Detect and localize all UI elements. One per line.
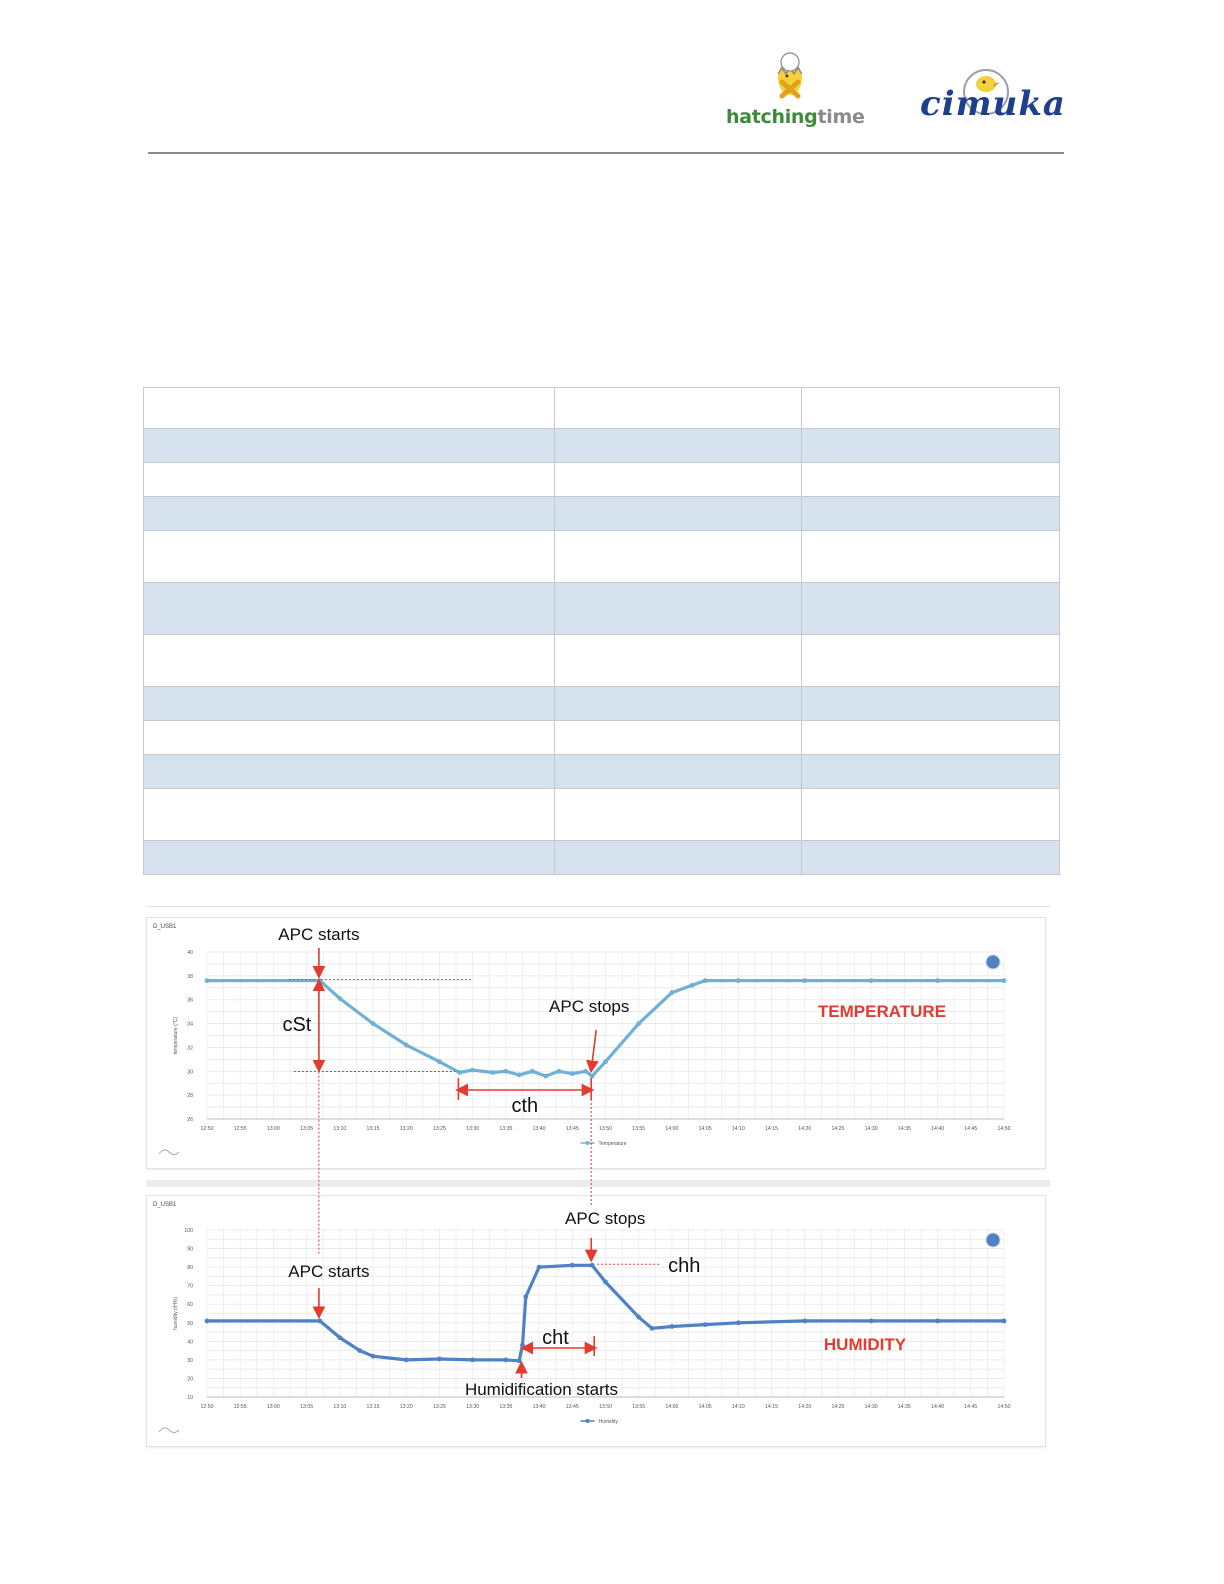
data-point (318, 978, 323, 983)
data-point (703, 1322, 708, 1327)
data-point (437, 1357, 442, 1362)
y-tick-label: 40 (187, 950, 193, 956)
table-cell (802, 755, 1060, 789)
x-tick-label: 13:35 (499, 1404, 513, 1410)
temperature-chart-title: D_USB1 (153, 924, 177, 930)
data-point (603, 1280, 608, 1285)
humidity-chart-panel (146, 1195, 1046, 1447)
y-axis-label: temperature (°C) (173, 1016, 179, 1055)
table-cell (802, 583, 1060, 635)
data-point (543, 1074, 548, 1079)
y-tick-label: 32 (187, 1045, 193, 1052)
data-point (503, 1357, 508, 1362)
x-tick-label: 12:50 (200, 1404, 214, 1410)
table-cell (555, 583, 802, 635)
data-table (143, 387, 1059, 869)
x-tick-label: 13:10 (333, 1126, 347, 1132)
table-row (144, 429, 1060, 463)
table-cell (144, 497, 555, 531)
data-point (205, 978, 210, 983)
data-point (570, 1071, 575, 1076)
y-tick-label: 38 (187, 973, 193, 980)
x-tick-label: 14:25 (831, 1126, 845, 1132)
data-point (736, 1320, 741, 1325)
x-tick-label: 13:30 (466, 1404, 480, 1410)
apc-stops-label-hum: APC stops (565, 1209, 646, 1228)
data-point (636, 1315, 641, 1320)
header-divider (148, 152, 1064, 154)
table-cell (144, 755, 555, 789)
data-point (650, 1326, 655, 1331)
x-tick-label: 13:00 (266, 1126, 280, 1132)
data-point (457, 1070, 462, 1075)
chh-label: chh (668, 1255, 701, 1277)
x-tick-label: 14:20 (798, 1404, 812, 1410)
x-tick-label: 14:20 (798, 1126, 812, 1132)
data-point (337, 1335, 342, 1340)
x-tick-label: 14:45 (964, 1126, 978, 1132)
x-tick-label: 14:00 (665, 1126, 679, 1132)
humidification-starts-label: Humidification starts (464, 1380, 619, 1399)
data-point (404, 1043, 409, 1048)
table-row (144, 635, 1060, 687)
data-point (935, 978, 940, 983)
table-row (144, 497, 1060, 531)
data-point (503, 1069, 508, 1074)
x-tick-label: 14:00 (665, 1404, 679, 1410)
hatchingtime-wordmark: hatchingtime (726, 106, 865, 128)
y-tick-label: 34 (187, 1021, 193, 1028)
table-cell (144, 463, 555, 497)
temperature-chart-label: TEMPERATURE (817, 1002, 947, 1021)
x-tick-label: 13:20 (399, 1404, 413, 1410)
x-tick-label: 14:15 (765, 1126, 779, 1132)
table-cell (144, 531, 555, 583)
y-tick-label: 30 (187, 1069, 193, 1076)
chart-separator-top (146, 906, 1050, 907)
x-tick-label: 13:20 (399, 1126, 413, 1132)
x-tick-label: 14:50 (997, 1404, 1011, 1410)
x-tick-label: 13:15 (366, 1404, 380, 1410)
y-tick-label: 100 (184, 1228, 193, 1234)
data-point (935, 1319, 940, 1324)
table-row (144, 531, 1060, 583)
table-cell (144, 687, 555, 721)
data-point (437, 1059, 442, 1064)
data-point (517, 1358, 522, 1363)
table-row (144, 463, 1060, 497)
table-cell (144, 429, 555, 463)
table-cell (555, 687, 802, 721)
y-tick-label: 36 (187, 997, 193, 1004)
table-cell (144, 388, 555, 429)
x-tick-label: 13:10 (333, 1404, 347, 1410)
x-tick-label: 13:05 (300, 1404, 314, 1410)
x-tick-label: 14:30 (864, 1404, 878, 1410)
data-point (590, 1263, 595, 1268)
x-tick-label: 13:45 (565, 1404, 579, 1410)
table-cell (555, 429, 802, 463)
temperature-chart-panel (146, 917, 1046, 1169)
x-tick-label: 13:40 (532, 1404, 546, 1410)
table-cell (144, 841, 555, 875)
cimuka-wordmark: cimuka (920, 84, 1066, 124)
x-tick-label: 14:25 (831, 1404, 845, 1410)
table-cell (802, 388, 1060, 429)
legend-label: Temperature (598, 1141, 627, 1147)
table-cell (555, 635, 802, 687)
table-cell (802, 721, 1060, 755)
humidity-chart-svg (147, 1196, 1045, 1446)
table-row (144, 841, 1060, 875)
y-tick-label: 90 (187, 1246, 193, 1253)
table-cell (555, 531, 802, 583)
apc-stops-label-temp: APC stops (549, 997, 630, 1016)
cst-label: cSt (282, 1014, 312, 1036)
data-point (670, 1324, 675, 1329)
x-tick-label: 12:55 (233, 1404, 247, 1410)
data-point (357, 1348, 362, 1353)
x-tick-label: 12:50 (200, 1126, 214, 1132)
data-point (636, 1021, 641, 1026)
y-tick-label: 40 (187, 1339, 193, 1346)
table-cell (802, 635, 1060, 687)
x-tick-label: 14:30 (864, 1126, 878, 1132)
x-tick-label: 14:40 (931, 1126, 945, 1132)
table-row (144, 388, 1060, 429)
x-tick-label: 14:35 (897, 1126, 911, 1132)
data-point (1002, 1319, 1007, 1324)
x-tick-label: 14:05 (698, 1126, 712, 1132)
data-point (537, 1265, 542, 1270)
y-axis-label: humidity (rH%) (173, 1296, 179, 1331)
data-point (869, 1319, 874, 1324)
mini-chart-icon (159, 1428, 179, 1433)
data-point (470, 1357, 475, 1362)
x-tick-label: 14:15 (765, 1404, 779, 1410)
temperature-chart-svg (147, 918, 1045, 1168)
y-tick-label: 30 (187, 1357, 193, 1364)
table-cell (802, 463, 1060, 497)
data-point (337, 996, 342, 1001)
table-cell (555, 721, 802, 755)
table-cell (144, 789, 555, 841)
x-tick-label: 13:05 (300, 1126, 314, 1132)
series-toggle-icon (986, 955, 1000, 969)
table-row (144, 687, 1060, 721)
legend-label: Humidity (598, 1419, 618, 1425)
data-point (802, 978, 807, 983)
apc-starts-label-temp: APC starts (278, 925, 360, 944)
x-tick-label: 12:55 (233, 1126, 247, 1132)
cth-label: cth (511, 1095, 539, 1117)
x-tick-label: 14:05 (698, 1404, 712, 1410)
data-point (371, 1354, 376, 1359)
data-point (802, 1319, 807, 1324)
data-point (570, 1263, 575, 1268)
data-point (736, 978, 741, 983)
apc-starts-label-hum: APC starts (288, 1262, 370, 1281)
data-point (530, 1069, 535, 1074)
x-tick-label: 13:25 (432, 1126, 446, 1132)
x-tick-label: 13:00 (266, 1404, 280, 1410)
y-tick-label: 50 (187, 1320, 193, 1327)
x-tick-label: 13:30 (466, 1126, 480, 1132)
empty-table-grid (143, 387, 1060, 875)
x-tick-label: 14:35 (897, 1404, 911, 1410)
legend-marker (586, 1141, 590, 1145)
x-tick-label: 14:50 (997, 1126, 1011, 1132)
series-toggle-icon (986, 1233, 1000, 1247)
data-point (557, 1069, 562, 1074)
y-tick-label: 26 (187, 1117, 193, 1123)
y-tick-label: 80 (187, 1265, 193, 1272)
y-tick-label: 70 (187, 1283, 193, 1290)
data-point (517, 1072, 522, 1077)
table-cell (555, 789, 802, 841)
table-cell (802, 687, 1060, 721)
table-cell (802, 789, 1060, 841)
y-tick-label: 10 (187, 1395, 193, 1401)
table-cell (555, 755, 802, 789)
data-point (583, 1069, 588, 1074)
chick-egg-icon (770, 52, 830, 108)
table-row (144, 789, 1060, 841)
data-point (205, 1319, 210, 1324)
x-tick-label: 13:50 (599, 1404, 612, 1410)
table-cell (555, 497, 802, 531)
humidity-chart-label: HUMIDITY (823, 1335, 907, 1354)
data-point (603, 1059, 608, 1064)
cimuka-logo (916, 62, 1066, 126)
data-point (520, 1343, 525, 1348)
chart-separator-band (146, 1180, 1050, 1187)
data-point (490, 1070, 495, 1075)
data-point (523, 1294, 528, 1299)
data-point (470, 1068, 475, 1073)
data-point (318, 1319, 323, 1324)
table-cell (144, 583, 555, 635)
x-tick-label: 13:45 (565, 1126, 579, 1132)
table-cell (555, 841, 802, 875)
table-row (144, 755, 1060, 789)
x-tick-label: 13:50 (599, 1126, 612, 1132)
x-tick-label: 14:40 (931, 1404, 945, 1410)
humidity-chart-title: D_USB1 (153, 1202, 177, 1208)
cht-label: cht (542, 1327, 569, 1349)
x-tick-label: 13:40 (532, 1126, 546, 1132)
table-cell (802, 531, 1060, 583)
data-point (703, 978, 708, 983)
data-point (689, 983, 694, 988)
table-cell (555, 388, 802, 429)
mini-chart-icon (159, 1150, 179, 1155)
x-tick-label: 13:15 (366, 1126, 380, 1132)
x-tick-label: 14:10 (731, 1126, 745, 1132)
x-tick-label: 14:45 (964, 1404, 978, 1410)
x-tick-label: 13:25 (432, 1404, 446, 1410)
x-tick-label: 13:55 (632, 1126, 646, 1132)
data-point (1002, 978, 1007, 983)
legend-marker (586, 1419, 590, 1423)
table-cell (144, 721, 555, 755)
hatchingtime-logo (720, 52, 870, 134)
data-point (869, 978, 874, 983)
table-row (144, 721, 1060, 755)
data-point (670, 990, 675, 995)
table-cell (144, 635, 555, 687)
y-tick-label: 28 (187, 1093, 193, 1100)
y-tick-label: 20 (187, 1376, 193, 1383)
data-point (371, 1021, 376, 1026)
data-point (590, 1074, 595, 1079)
x-tick-label: 13:35 (499, 1126, 513, 1132)
x-tick-label: 14:10 (731, 1404, 745, 1410)
table-cell (802, 497, 1060, 531)
x-tick-label: 13:55 (632, 1404, 646, 1410)
table-cell (802, 429, 1060, 463)
data-point (404, 1357, 409, 1362)
table-cell (802, 841, 1060, 875)
y-tick-label: 60 (187, 1302, 193, 1309)
table-cell (555, 463, 802, 497)
table-row (144, 583, 1060, 635)
